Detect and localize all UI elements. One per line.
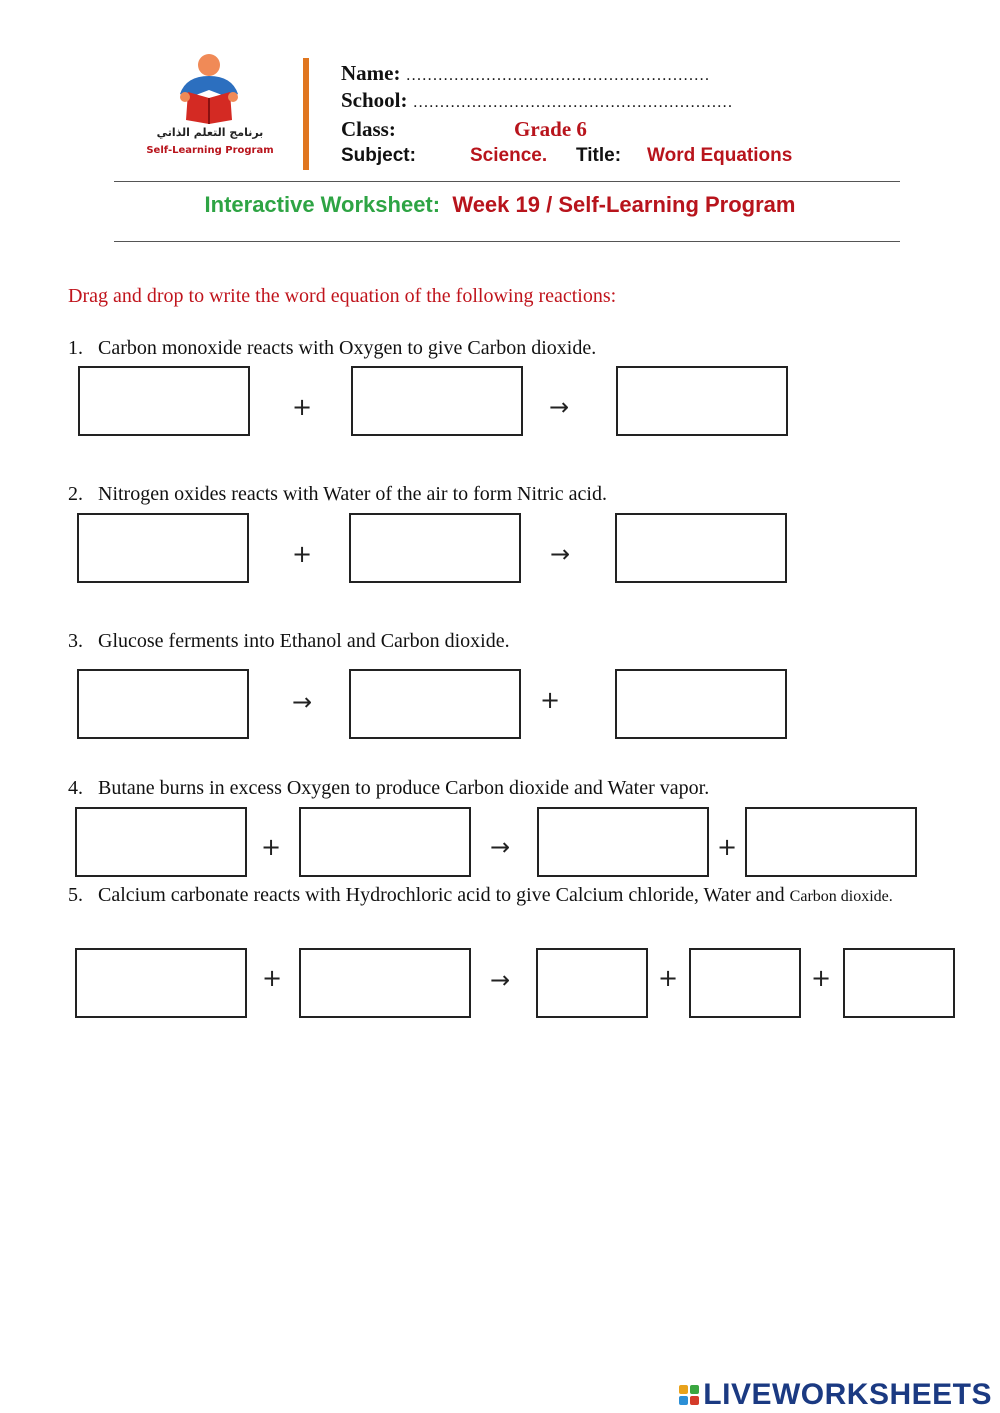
- name-label: Name:: [341, 61, 401, 85]
- question-number: 1.: [68, 337, 83, 359]
- logo-english-text: Self-Learning Program: [146, 145, 274, 156]
- question-5: [68, 884, 893, 907]
- drop-box-3-1[interactable]: [77, 669, 249, 739]
- plus-operator: +: [261, 964, 283, 992]
- question-text: Butane burns in excess Oxygen to produce Carbon dioxide and Water vapor.: [98, 777, 710, 799]
- drop-box-5-2[interactable]: [299, 948, 471, 1018]
- instruction: Drag and drop to write the word equation of the following reactions:: [68, 285, 617, 307]
- arrow-operator: →: [489, 833, 511, 861]
- question-number: 2.: [68, 483, 83, 505]
- question-3: [68, 630, 510, 653]
- question-text: Glucose ferments into Ethanol and Carbon dioxide.: [98, 630, 510, 652]
- drop-box-1-3[interactable]: [616, 366, 788, 436]
- drop-box-1-1[interactable]: [78, 366, 250, 436]
- drop-box-4-2[interactable]: [299, 807, 471, 877]
- liveworksheets-brand: [679, 1378, 992, 1412]
- top-rule: [114, 181, 900, 182]
- header-divider: [303, 58, 309, 170]
- question-4: [68, 777, 709, 800]
- banner-text: Week 19 / Self-Learning Program: [452, 192, 796, 217]
- drop-box-4-1[interactable]: [75, 807, 247, 877]
- question-number: 4.: [68, 777, 83, 799]
- drop-box-3-3[interactable]: [615, 669, 787, 739]
- question-1: [68, 337, 596, 360]
- liveworksheets-logo-icon: [679, 1385, 699, 1405]
- title-value: Word Equations: [647, 145, 793, 166]
- banner-prefix: Interactive Worksheet: [204, 192, 433, 217]
- class-label: Class:: [341, 117, 396, 141]
- drop-box-5-4[interactable]: [689, 948, 801, 1018]
- question-text: Calcium carbonate reacts with Hydrochloric acid to give Calcium chloride, Water and: [98, 884, 785, 906]
- subject-value: Science.: [470, 145, 548, 166]
- banner-colon: :: [432, 192, 441, 217]
- class-value: Grade 6: [514, 117, 587, 141]
- question-text-small: Carbon dioxide.: [789, 888, 893, 905]
- arrow-operator: →: [291, 688, 313, 716]
- drop-box-5-3[interactable]: [536, 948, 648, 1018]
- drop-box-5-5[interactable]: [843, 948, 955, 1018]
- question-text: Carbon monoxide reacts with Oxygen to give Carbon dioxide.: [98, 337, 597, 359]
- plus-operator: +: [716, 833, 738, 861]
- plus-operator: +: [291, 540, 313, 568]
- arrow-operator: →: [548, 393, 570, 421]
- banner: [0, 192, 1000, 218]
- drop-box-2-3[interactable]: [615, 513, 787, 583]
- drop-box-5-1[interactable]: [75, 948, 247, 1018]
- title-label: Title:: [576, 145, 622, 166]
- drop-box-4-3[interactable]: [537, 807, 709, 877]
- drop-box-4-4[interactable]: [745, 807, 917, 877]
- plus-operator: +: [291, 393, 313, 421]
- question-text: Nitrogen oxides reacts with Water of the air to form Nitric acid.: [98, 483, 607, 505]
- school-row: [341, 88, 733, 113]
- logo: [166, 52, 252, 128]
- arrow-operator: →: [549, 540, 571, 568]
- question-number: 5.: [68, 884, 83, 906]
- name-field[interactable]: …………………………………………………: [405, 67, 710, 84]
- plus-operator: +: [810, 964, 832, 992]
- subject-label: Subject:: [341, 145, 416, 166]
- drop-box-1-2[interactable]: [351, 366, 523, 436]
- bottom-rule: [114, 241, 900, 242]
- drop-box-2-1[interactable]: [77, 513, 249, 583]
- school-label: School:: [341, 88, 408, 112]
- plus-operator: +: [657, 964, 679, 992]
- question-number: 3.: [68, 630, 83, 652]
- question-2: [68, 483, 607, 506]
- school-field[interactable]: ……………………………………………………: [412, 94, 733, 111]
- logo-arabic-text: برنامج التعلم الذاتي: [156, 126, 264, 139]
- plus-operator: +: [260, 833, 282, 861]
- plus-operator: +: [539, 686, 561, 714]
- drop-box-2-2[interactable]: [349, 513, 521, 583]
- reading-child-icon: [166, 52, 252, 128]
- arrow-operator: →: [489, 966, 511, 994]
- brand-text: LIVEWORKSHEETS: [703, 1378, 992, 1411]
- drop-box-3-2[interactable]: [349, 669, 521, 739]
- name-row: [341, 61, 710, 86]
